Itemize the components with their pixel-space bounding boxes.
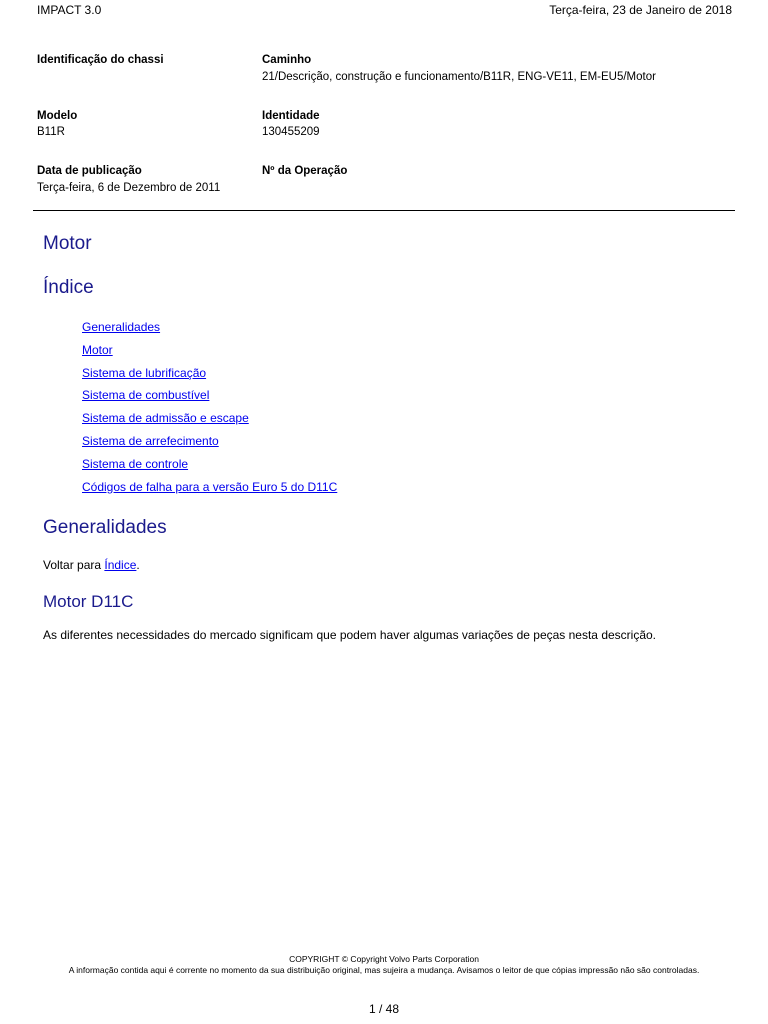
- print-date: Terça-feira, 23 de Janeiro de 2018: [549, 3, 732, 17]
- operation-label: Nº da Operação: [262, 165, 348, 177]
- path-value: 21/Descrição, construção e funcionamento/B11R, ENG-VE11, EM-EU5/Motor: [262, 71, 656, 83]
- section-heading: Generalidades: [43, 517, 167, 538]
- identity-label: Identidade: [262, 110, 320, 122]
- header-divider: [33, 210, 735, 211]
- toc-link-arrefecimento[interactable]: Sistema de arrefecimento: [82, 434, 219, 448]
- pubdate-label: Data de publicação: [37, 165, 142, 177]
- app-name: IMPACT 3.0: [37, 3, 102, 17]
- description-paragraph: As diferentes necessidades do mercado significam que podem haver algumas variações de peças nesta descrição.: [43, 628, 657, 642]
- index-heading: Índice: [43, 277, 94, 298]
- model-label: Modelo: [37, 110, 78, 122]
- path-label: Caminho: [262, 54, 312, 66]
- toc-link-codigos-falha[interactable]: Códigos de falha para a versão Euro 5 do D11C: [82, 480, 338, 494]
- back-index-link[interactable]: Índice: [104, 558, 137, 572]
- toc-link-lubrificacao[interactable]: Sistema de lubrificação: [82, 366, 207, 380]
- page-number: 1 / 48: [368, 1002, 400, 1016]
- back-to-index: [43, 558, 140, 572]
- back-suffix: .: [136, 558, 140, 572]
- back-prefix: Voltar para: [43, 558, 105, 572]
- page-title: Motor: [43, 233, 92, 254]
- toc-link-motor[interactable]: Motor: [82, 343, 113, 357]
- toc-link-controle[interactable]: Sistema de controle: [82, 457, 189, 471]
- model-value: B11R: [37, 126, 65, 138]
- chassis-label: Identificação do chassi: [37, 54, 164, 66]
- toc-link-generalidades[interactable]: Generalidades: [82, 320, 161, 334]
- subsection-heading: Motor D11C: [43, 592, 134, 611]
- toc-link-combustivel[interactable]: Sistema de combustível: [82, 388, 210, 402]
- copyright: COPYRIGHT © Copyright Volvo Parts Corporation: [289, 954, 479, 964]
- disclaimer: A informação contida aqui é corrente no momento da sua distribuição original, mas sujeira a mudança. Avisamos o leitor de que cópias impressão não são controladas.: [68, 965, 700, 975]
- pubdate-value: Terça-feira, 6 de Dezembro de 2011: [37, 182, 221, 194]
- identity-value: 130455209: [262, 126, 320, 138]
- toc-link-admissao-escape[interactable]: Sistema de admissão e escape: [82, 411, 249, 425]
